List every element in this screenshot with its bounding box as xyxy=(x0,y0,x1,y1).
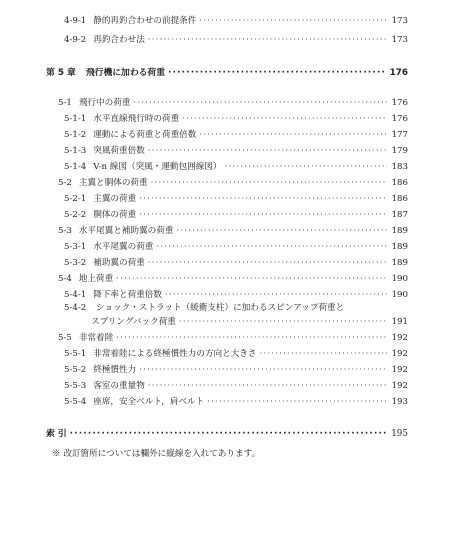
entry-number: 5-1-1 xyxy=(64,114,87,124)
entry-title: 胴体の荷重 xyxy=(93,210,137,220)
section-number: 5-5 xyxy=(58,333,72,343)
entry-number: 4-9-1 xyxy=(64,16,87,26)
toc-entry-5-5-1[interactable] xyxy=(64,347,408,359)
entry-title: 静的再釣合わせの前提条件 xyxy=(93,16,197,26)
leader-dots xyxy=(133,98,387,108)
section-number: 5-1 xyxy=(58,98,72,108)
entry-page: 173 xyxy=(391,35,408,45)
leader-dots xyxy=(199,16,387,26)
section-title: 非常着陸 xyxy=(78,333,114,343)
toc-entry-5-2-2[interactable] xyxy=(64,208,408,220)
revision-footnote: ※ 改訂箇所については欄外に縦線を入れてあります。 xyxy=(52,449,261,459)
leader-dots xyxy=(225,162,387,172)
toc-entry-5-5-3[interactable] xyxy=(64,379,408,391)
section-page: 189 xyxy=(391,226,408,236)
toc-section-5-3[interactable] xyxy=(58,224,408,236)
entry-first-line xyxy=(64,301,344,313)
index-page: 195 xyxy=(391,429,408,439)
section-page: 190 xyxy=(391,274,408,284)
toc-entry-4-9-2[interactable] xyxy=(64,33,408,45)
entry-page: 192 xyxy=(391,381,408,391)
entry-number: 5-4-2 xyxy=(64,303,87,313)
entry-page: 187 xyxy=(391,210,408,220)
toc-chapter-5[interactable] xyxy=(46,65,408,78)
leader-dots xyxy=(151,178,387,188)
entry-title: 水平尾翼の荷重 xyxy=(93,242,154,252)
leader-dots xyxy=(139,210,387,220)
toc-entry-5-3-2[interactable] xyxy=(64,256,408,268)
leader-dots xyxy=(139,365,387,375)
leader-dots xyxy=(199,130,387,140)
toc-entry-5-1-3[interactable] xyxy=(64,144,408,156)
leader-dots xyxy=(207,397,387,407)
toc-entry-5-3-1[interactable] xyxy=(64,240,408,252)
toc-entry-5-1-1[interactable] xyxy=(64,112,408,124)
toc-entry-5-2-1[interactable] xyxy=(64,192,408,204)
leader-dots xyxy=(156,242,387,252)
leader-dots xyxy=(116,274,387,284)
entry-page: 186 xyxy=(391,194,408,204)
entry-title: V-n 線図（突風・運動包囲線図） xyxy=(93,162,222,172)
toc-entry-5-5-2[interactable] xyxy=(64,363,408,375)
entry-title: 降下率と荷重倍数 xyxy=(93,290,162,300)
entry-title: 運動による荷重と荷重倍数 xyxy=(93,130,197,140)
index-label: 索 引 xyxy=(46,429,67,439)
toc-entry-5-4-1[interactable] xyxy=(64,288,408,300)
section-title: 飛行中の荷重 xyxy=(78,98,131,108)
toc-section-5-2[interactable] xyxy=(58,176,408,188)
entry-title: 座席，安全ベルト，肩ベルト xyxy=(93,397,205,407)
entry-page: 176 xyxy=(391,114,408,124)
entry-number: 5-1-2 xyxy=(64,130,87,140)
entry-page: 177 xyxy=(391,130,408,140)
entry-page: 183 xyxy=(391,162,408,172)
toc-section-5-5[interactable] xyxy=(58,331,408,343)
chapter-page: 176 xyxy=(389,68,408,78)
entry-number: 5-2-1 xyxy=(64,194,87,204)
entry-page: 189 xyxy=(391,242,408,252)
entry-number: 5-5-3 xyxy=(64,381,87,391)
toc-entry-5-1-4[interactable] xyxy=(64,160,408,172)
chapter-number: 第 5 章 xyxy=(46,68,76,78)
leader-dots xyxy=(179,317,387,327)
entry-page: 191 xyxy=(391,317,408,327)
section-title: 水平尾翼と補助翼の荷重 xyxy=(78,226,174,236)
leader-dots xyxy=(148,381,387,391)
entry-number: 5-4-1 xyxy=(64,290,87,300)
entry-second-line xyxy=(91,315,408,327)
entry-number: 5-3-1 xyxy=(64,242,87,252)
entry-number: 5-1-3 xyxy=(64,146,87,156)
section-page: 186 xyxy=(391,178,408,188)
entry-number: 4-9-2 xyxy=(64,35,87,45)
entry-number: 5-5-1 xyxy=(64,349,87,359)
entry-title: 客室の重量物 xyxy=(93,381,145,391)
toc-section-5-1[interactable] xyxy=(58,96,408,108)
entry-page: 192 xyxy=(391,365,408,375)
toc-section-5-4[interactable] xyxy=(58,272,408,284)
leader-dots xyxy=(148,258,387,268)
entry-page: 179 xyxy=(391,146,408,156)
section-page: 192 xyxy=(391,333,408,343)
entry-page: 192 xyxy=(391,349,408,359)
toc-index[interactable] xyxy=(46,426,408,439)
entry-number: 5-5-4 xyxy=(64,397,87,407)
entry-number: 5-2-2 xyxy=(64,210,87,220)
entry-title: 水平直線飛行時の荷重 xyxy=(93,114,180,124)
entry-title: 突風荷重倍数 xyxy=(93,146,145,156)
leader-dots xyxy=(260,349,387,359)
entry-title-continued: スプリングバック荷重 xyxy=(91,317,176,327)
leader-dots xyxy=(70,429,387,439)
entry-page: 173 xyxy=(391,16,408,26)
entry-title: 補助翼の荷重 xyxy=(93,258,145,268)
leader-dots xyxy=(182,114,387,124)
leader-dots xyxy=(116,333,387,343)
entry-title: 主翼の荷重 xyxy=(93,194,137,204)
entry-page: 189 xyxy=(391,258,408,268)
leader-dots xyxy=(148,146,387,156)
leader-dots xyxy=(148,35,387,45)
entry-title: 再釣合わせ法 xyxy=(93,35,145,45)
toc-entry-5-1-2[interactable] xyxy=(64,128,408,140)
entry-page: 190 xyxy=(391,290,408,300)
section-number: 5-3 xyxy=(58,226,72,236)
entry-number: 5-3-2 xyxy=(64,258,87,268)
section-page: 176 xyxy=(391,98,408,108)
entry-number: 5-1-4 xyxy=(64,162,87,172)
section-number: 5-2 xyxy=(58,178,72,188)
entry-title: ショック・ストラット（緩衝支柱）に加わるスピンアップ荷重と xyxy=(95,303,345,313)
toc-entry-4-9-1[interactable] xyxy=(64,14,408,26)
leader-dots xyxy=(176,226,387,236)
section-number: 5-4 xyxy=(58,274,72,284)
chapter-title: 飛行機に加わる荷重 xyxy=(85,68,166,78)
entry-number: 5-5-2 xyxy=(64,365,87,375)
entry-title: 終極慣性力 xyxy=(93,365,137,375)
toc-entry-5-5-4[interactable] xyxy=(64,395,408,407)
section-title: 主翼と胴体の荷重 xyxy=(78,178,148,188)
entry-title: 非常着陸による終極慣性力の方向と大きさ xyxy=(93,349,257,359)
section-title: 地上荷重 xyxy=(78,274,114,284)
leader-dots xyxy=(139,194,387,204)
leader-dots xyxy=(168,68,387,78)
entry-page: 193 xyxy=(391,397,408,407)
leader-dots xyxy=(165,290,387,300)
